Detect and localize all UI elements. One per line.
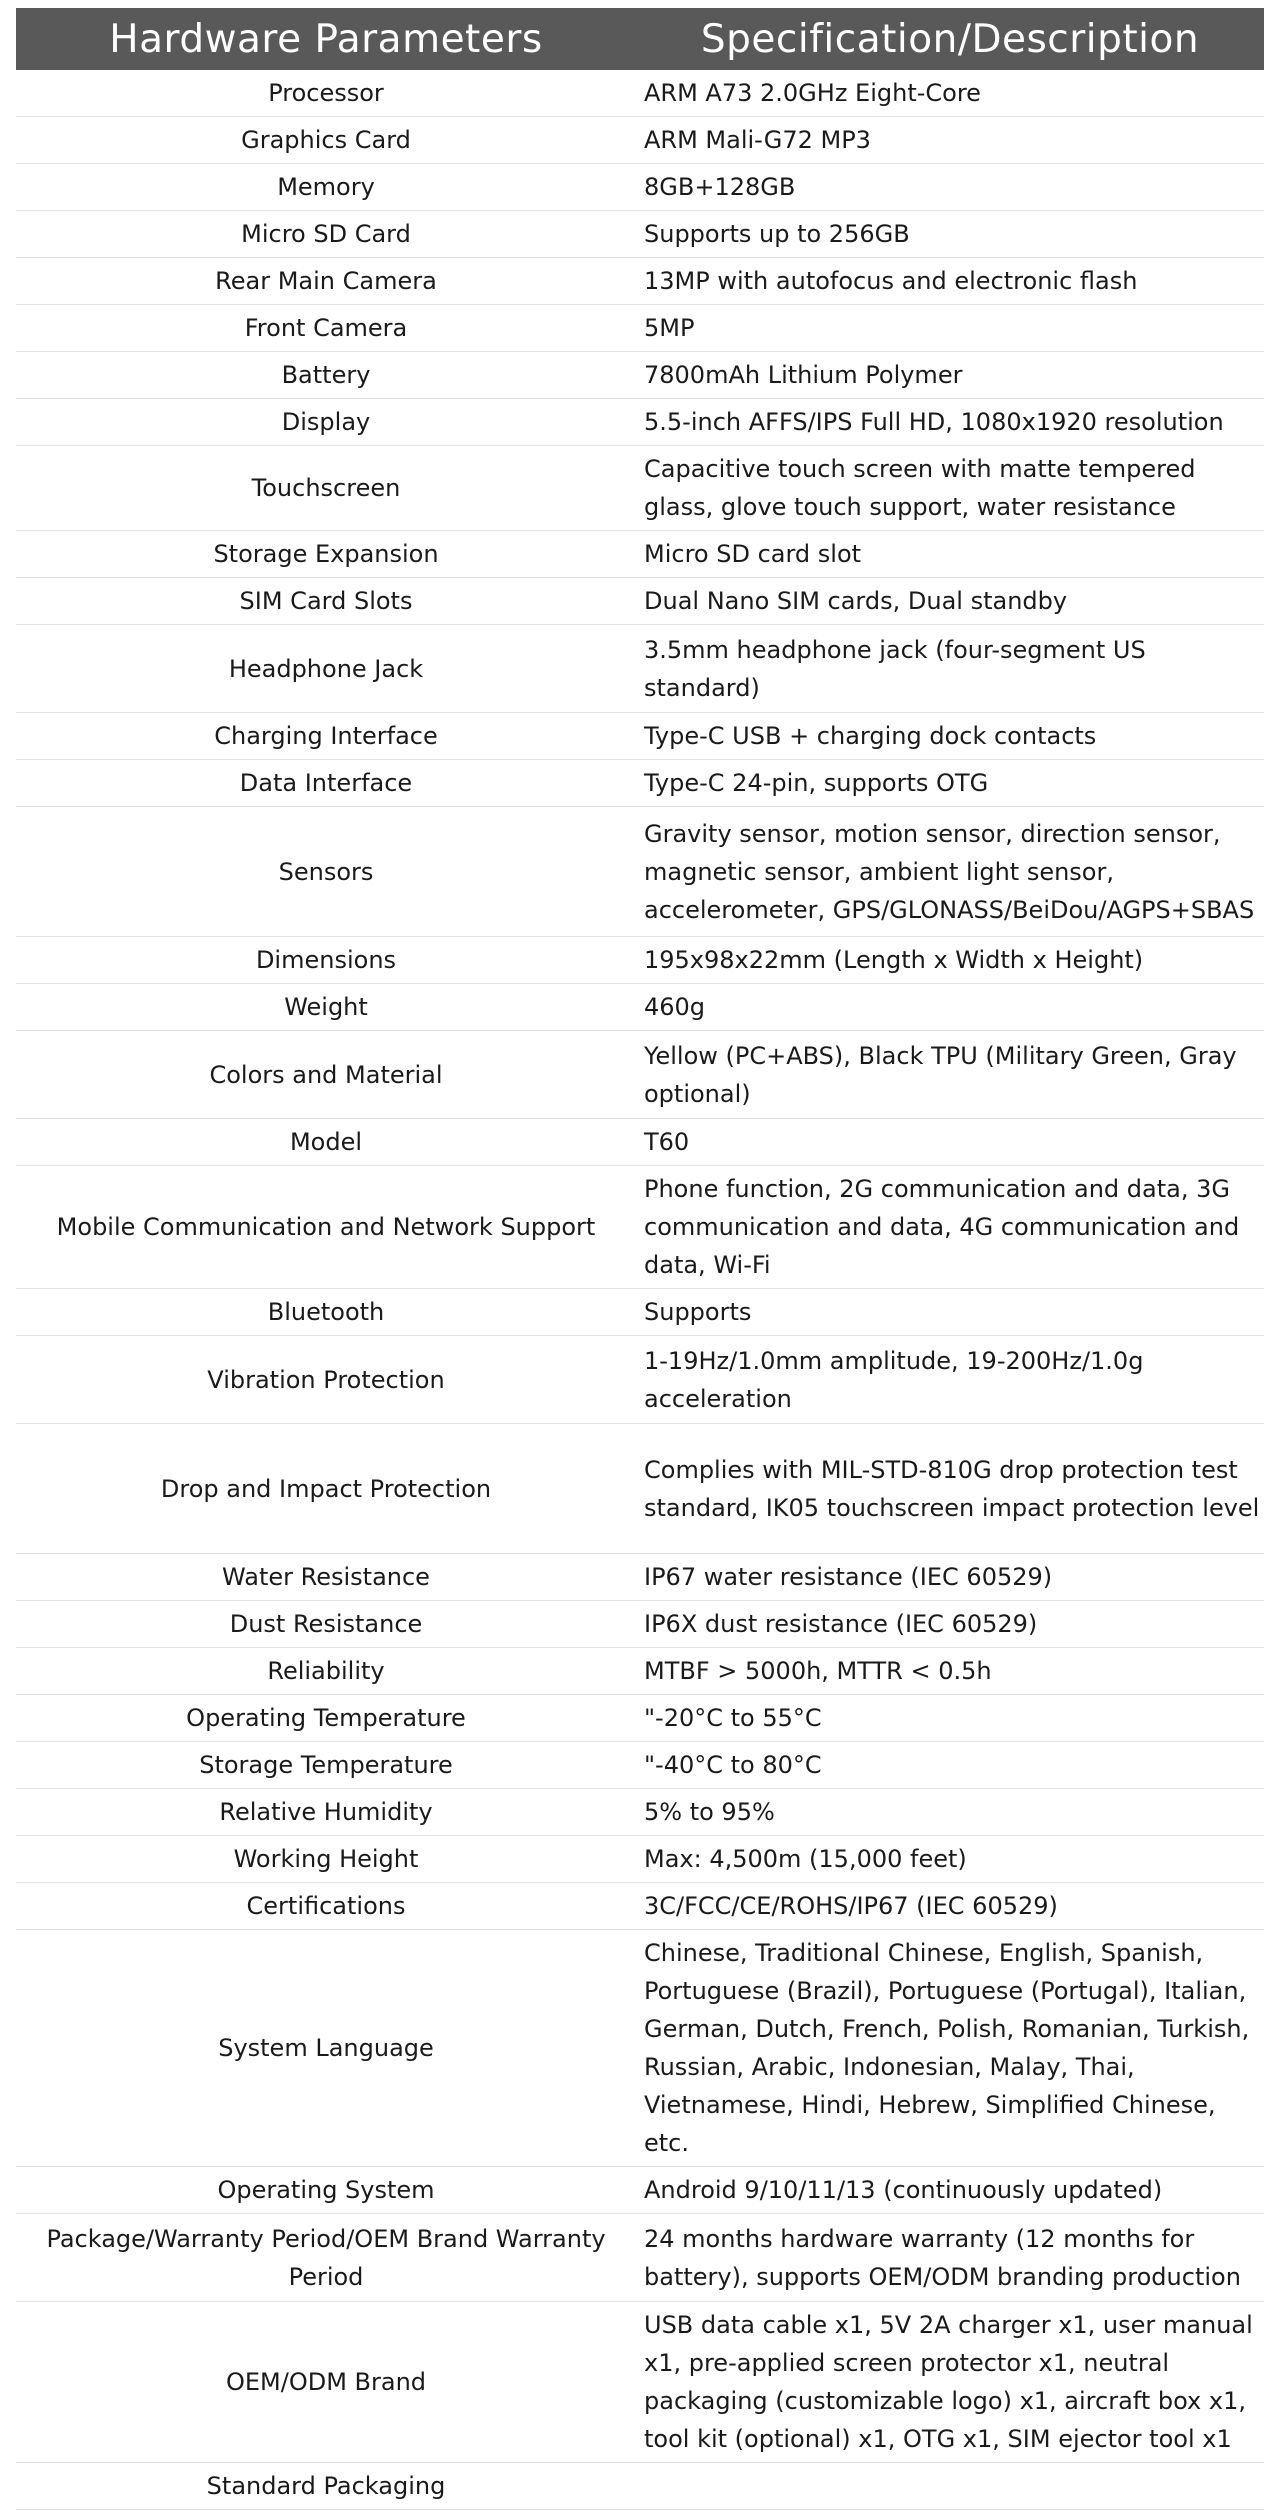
- table-row: [16, 2214, 1264, 2302]
- spec-text: Android 9/10/11/13 (continuously updated): [644, 2176, 1163, 2204]
- spec-cell: [636, 1883, 1264, 1930]
- spec-cell: [636, 446, 1264, 531]
- param-cell: Touchscreen: [16, 446, 636, 531]
- spec-cell: [636, 258, 1264, 305]
- spec-text: 5% to 95%: [644, 1798, 775, 1826]
- spec-cell: [636, 578, 1264, 625]
- spec-text: 7800mAh Lithium Polymer: [644, 361, 963, 389]
- param-cell: Package/Warranty Period/OEM Brand Warranty Period: [16, 2214, 636, 2302]
- spec-text: IP6X dust resistance (IEC 60529): [644, 1610, 1038, 1638]
- spec-cell: [636, 1930, 1264, 2167]
- spec-cell: [636, 2214, 1264, 2302]
- spec-text: Type-C USB + charging dock contacts: [644, 722, 1097, 750]
- spec-cell: [636, 625, 1264, 713]
- param-cell: Rear Main Camera: [16, 258, 636, 305]
- table-row: [16, 760, 1264, 807]
- table-row: [16, 578, 1264, 625]
- param-cell: Display: [16, 399, 636, 446]
- spec-cell: [636, 1554, 1264, 1601]
- header-param: Hardware Parameters: [16, 8, 636, 70]
- spec-cell: [636, 1601, 1264, 1648]
- table-row: [16, 1883, 1264, 1930]
- param-cell: Mobile Communication and Network Support: [16, 1166, 636, 1289]
- spec-cell: [636, 117, 1264, 164]
- spec-table: [16, 8, 1264, 2510]
- spec-cell: [636, 1695, 1264, 1742]
- table-row: [16, 446, 1264, 531]
- spec-text: Type-C 24-pin, supports OTG: [644, 769, 989, 797]
- param-cell: Weight: [16, 984, 636, 1031]
- table-row: [16, 2302, 1264, 2463]
- param-cell: Sensors: [16, 807, 636, 937]
- spec-text: ARM A73 2.0GHz Eight-Core: [644, 79, 981, 107]
- table-row: [16, 2167, 1264, 2214]
- spec-cell: [636, 807, 1264, 937]
- param-cell: Operating System: [16, 2167, 636, 2214]
- spec-text: Yellow (PC+ABS), Black TPU (Military Green, Gray optional): [644, 1041, 1237, 1108]
- table-row: [16, 2463, 1264, 2510]
- param-cell: Bluetooth: [16, 1289, 636, 1336]
- spec-cell: [636, 1166, 1264, 1289]
- spec-cell: [636, 399, 1264, 446]
- table-row: [16, 1601, 1264, 1648]
- spec-cell: [636, 760, 1264, 807]
- spec-cell: [636, 937, 1264, 984]
- param-cell: Drop and Impact Protection: [16, 1424, 636, 1554]
- spec-cell: [636, 1648, 1264, 1695]
- param-cell: Colors and Material: [16, 1031, 636, 1119]
- table-row: [16, 164, 1264, 211]
- table-row: [16, 305, 1264, 352]
- spec-text: 1-19Hz/1.0mm amplitude, 19-200Hz/1.0g acceleration: [644, 1346, 1144, 1413]
- table-row: [16, 1554, 1264, 1601]
- spec-cell: [636, 2167, 1264, 2214]
- spec-text: MTBF > 5000h, MTTR < 0.5h: [644, 1657, 992, 1685]
- spec-cell: [636, 2302, 1264, 2463]
- spec-text: 3.5mm headphone jack (four-segment US standard): [644, 635, 1146, 702]
- table-row: [16, 211, 1264, 258]
- param-cell: Micro SD Card: [16, 211, 636, 258]
- spec-text: USB data cable x1, 5V 2A charger x1, user manual x1, pre-applied screen protector x1, neutral packaging (customizable logo) x1, aircraft box x1, tool kit (optional) x1, OTG x1, SIM ejector tool x1: [644, 2311, 1253, 2453]
- table-row: [16, 1424, 1264, 1554]
- spec-cell: [636, 713, 1264, 760]
- spec-text: 460g: [644, 993, 706, 1021]
- param-cell: Battery: [16, 352, 636, 399]
- spec-text: Gravity sensor, motion sensor, direction sensor, magnetic sensor, ambient light sensor, accelerometer, GPS/GLONASS/BeiDou/AGPS+SBAS: [644, 819, 1255, 924]
- param-cell: Storage Temperature: [16, 1742, 636, 1789]
- param-cell: Operating Temperature: [16, 1695, 636, 1742]
- spec-text: Dual Nano SIM cards, Dual standby: [644, 587, 1068, 615]
- spec-cell: [636, 1742, 1264, 1789]
- param-cell: Vibration Protection: [16, 1336, 636, 1424]
- table-row: [16, 713, 1264, 760]
- table-row: [16, 399, 1264, 446]
- param-cell: Processor: [16, 70, 636, 117]
- param-cell: Storage Expansion: [16, 531, 636, 578]
- spec-cell: [636, 211, 1264, 258]
- table-row: [16, 1648, 1264, 1695]
- spec-text: 8GB+128GB: [644, 173, 796, 201]
- spec-cell: [636, 352, 1264, 399]
- table-body: [16, 70, 1264, 2510]
- table-row: [16, 1930, 1264, 2167]
- spec-text: 5MP: [644, 314, 695, 342]
- param-cell: SIM Card Slots: [16, 578, 636, 625]
- spec-text: IP67 water resistance (IEC 60529): [644, 1563, 1053, 1591]
- param-cell: Front Camera: [16, 305, 636, 352]
- table-row: [16, 807, 1264, 937]
- param-cell: Standard Packaging: [16, 2463, 636, 2510]
- param-cell: System Language: [16, 1930, 636, 2167]
- header-row: [16, 8, 1264, 70]
- table-row: [16, 1166, 1264, 1289]
- table-header: [16, 8, 1264, 70]
- spec-text: "-20°C to 55°C: [644, 1704, 822, 1732]
- table-row: [16, 1742, 1264, 1789]
- param-cell: OEM/ODM Brand: [16, 2302, 636, 2463]
- table-row: [16, 625, 1264, 713]
- spec-cell: [636, 1336, 1264, 1424]
- spec-cell: [636, 1836, 1264, 1883]
- spec-text: 24 months hardware warranty (12 months for battery), supports OEM/ODM branding production: [644, 2224, 1241, 2291]
- table-row: [16, 1336, 1264, 1424]
- spec-cell: [636, 2463, 1264, 2510]
- spec-cell: [636, 70, 1264, 117]
- spec-text: 5.5-inch AFFS/IPS Full HD, 1080x1920 resolution: [644, 408, 1224, 436]
- spec-text: Micro SD card slot: [644, 540, 862, 568]
- table-row: [16, 1695, 1264, 1742]
- table-row: [16, 70, 1264, 117]
- spec-text: Phone function, 2G communication and data, 3G communication and data, 4G communication and data, Wi-Fi: [644, 1175, 1240, 1279]
- param-cell: Dimensions: [16, 937, 636, 984]
- spec-cell: [636, 1289, 1264, 1336]
- param-cell: Water Resistance: [16, 1554, 636, 1601]
- table-row: [16, 984, 1264, 1031]
- spec-text: T60: [644, 1128, 690, 1156]
- spec-text: Capacitive touch screen with matte tempered glass, glove touch support, water resistance: [644, 455, 1196, 521]
- spec-cell: [636, 1119, 1264, 1166]
- param-cell: Reliability: [16, 1648, 636, 1695]
- spec-cell: [636, 164, 1264, 211]
- spec-text: ARM Mali-G72 MP3: [644, 126, 871, 154]
- table-row: [16, 117, 1264, 164]
- spec-text: Chinese, Traditional Chinese, English, Spanish, Portuguese (Brazil), Portuguese (Portugal), Italian, German, Dutch, French, Polish, Romanian, Turkish, Russian, Arabic, Indonesian, Malay, Thai, Vietnamese, Hindi, Hebrew, Simplified Chinese, etc.: [644, 1939, 1250, 2157]
- spec-cell: [636, 1789, 1264, 1836]
- param-cell: Certifications: [16, 1883, 636, 1930]
- spec-cell: [636, 305, 1264, 352]
- spec-text: Max: 4,500m (15,000 feet): [644, 1845, 967, 1873]
- param-cell: Graphics Card: [16, 117, 636, 164]
- table-row: [16, 1031, 1264, 1119]
- header-spec: Specification/Description: [636, 8, 1264, 70]
- spec-text: 195x98x22mm (Length x Width x Height): [644, 946, 1144, 974]
- spec-cell: [636, 1031, 1264, 1119]
- param-cell: Relative Humidity: [16, 1789, 636, 1836]
- param-cell: Headphone Jack: [16, 625, 636, 713]
- spec-text: Supports: [644, 1298, 752, 1326]
- table-row: [16, 1119, 1264, 1166]
- spec-text: "-40°C to 80°C: [644, 1751, 822, 1779]
- table-row: [16, 258, 1264, 305]
- param-cell: Model: [16, 1119, 636, 1166]
- param-cell: Memory: [16, 164, 636, 211]
- param-cell: Charging Interface: [16, 713, 636, 760]
- spec-cell: [636, 1424, 1264, 1554]
- param-cell: Dust Resistance: [16, 1601, 636, 1648]
- param-cell: Working Height: [16, 1836, 636, 1883]
- spec-cell: [636, 531, 1264, 578]
- spec-text: 3C/FCC/CE/ROHS/IP67 (IEC 60529): [644, 1892, 1058, 1920]
- param-cell: Data Interface: [16, 760, 636, 807]
- table-row: [16, 531, 1264, 578]
- table-row: [16, 1289, 1264, 1336]
- spec-text: 13MP with autofocus and electronic flash: [644, 267, 1138, 295]
- spec-text: Complies with MIL-STD-810G drop protection test standard, IK05 touchscreen impact protection level: [644, 1455, 1260, 1522]
- table-row: [16, 1836, 1264, 1883]
- table-row: [16, 1789, 1264, 1836]
- spec-cell: [636, 984, 1264, 1031]
- table-row: [16, 937, 1264, 984]
- spec-text: Supports up to 256GB: [644, 220, 910, 248]
- table-row: [16, 352, 1264, 399]
